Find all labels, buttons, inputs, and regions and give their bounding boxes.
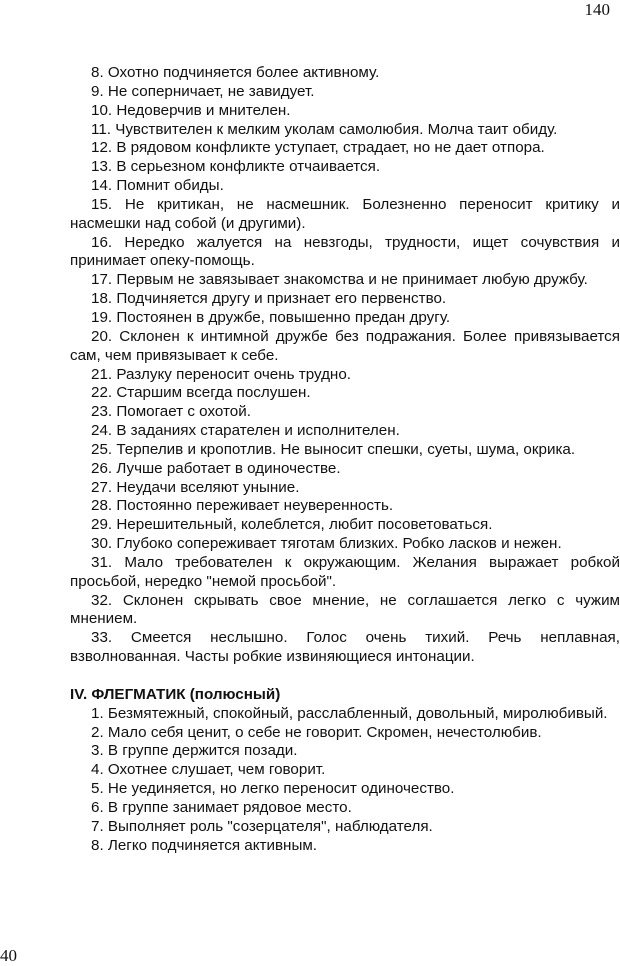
page-number-top: 140 bbox=[584, 0, 610, 19]
list-item: 13. В серьезном конфликте отчаивается. bbox=[91, 158, 381, 176]
list-item: 1. Безмятежный, спокойный, расслабленный, довольный, миролюбивый. bbox=[91, 704, 608, 722]
list-item: 24. В заданиях старателен и исполнителен. bbox=[91, 422, 400, 440]
list-item: 10. Недоверчив и мнителен. bbox=[91, 101, 291, 119]
list-item: 32. Склонен скрывать свое мнение, не соглашается легко с чужим мнением. bbox=[70, 591, 620, 628]
list-item: 17. Первым не завязывает знакомства и не принимает любую дружбу. bbox=[91, 271, 588, 289]
list-item: 19. Постоянен в дружбе, повышенно предан другу. bbox=[91, 308, 451, 326]
list-item: 27. Неудачи вселяют уныние. bbox=[91, 478, 300, 496]
section-spacer bbox=[70, 667, 620, 686]
list-item: 20. Склонен к интимной дружбе без подражания. Более привязывается сам, чем привязывает к себе. bbox=[70, 327, 620, 364]
list-item: 28. Постоянно переживает неуверенность. bbox=[91, 497, 394, 515]
list-item: 14. Помнит обиды. bbox=[91, 177, 224, 195]
list-item: 7. Выполняет роль "созерцателя", наблюдателя. bbox=[91, 817, 433, 835]
page-body bbox=[70, 64, 620, 855]
section-heading: IV. ФЛЕГМАТИК (полюсный) bbox=[70, 685, 281, 703]
list-item: 6. В группе занимает рядовое место. bbox=[91, 798, 352, 816]
list-item: 33. Смеется неслышно. Голос очень тихий. Речь неплавная, взволнованная. Часты робкие извиняющиеся интонации. bbox=[70, 629, 620, 666]
list-item: 23. Помогает с охотой. bbox=[91, 403, 251, 421]
list-item: 29. Нерешительный, колеблется, любит посоветоваться. bbox=[91, 516, 493, 534]
list-item: 2. Мало себя ценит, о себе не говорит. Скромен, нечестолюбив. bbox=[91, 723, 542, 741]
list-item: 25. Терпелив и кропотлив. Не выносит спешки, суеты, шума, окрика. bbox=[91, 440, 576, 458]
list-item: 8. Охотно подчиняется более активному. bbox=[91, 64, 380, 81]
list-item: 21. Разлуку переносит очень трудно. bbox=[91, 365, 351, 383]
page-number-bottom: 40 bbox=[0, 946, 17, 965]
list-item: 16. Нередко жалуется на невзгоды, трудности, ищет сочувствия и принимает опеку-помощь. bbox=[70, 233, 620, 270]
list-item: 30. Глубоко сопереживает тяготам близких. Робко ласков и нежен. bbox=[91, 535, 562, 553]
list-item: 11. Чувствителен к мелким уколам самолюбия. Молча таит обиду. bbox=[91, 120, 558, 138]
list-item: 26. Лучше работает в одиночестве. bbox=[91, 459, 341, 477]
list-item: 5. Не уединяется, но легко переносит одиночество. bbox=[91, 780, 455, 798]
list-item: 12. В рядовом конфликте уступает, страдает, но не дает отпора. bbox=[91, 139, 545, 157]
list-item: 3. В группе держится позади. bbox=[91, 742, 298, 760]
list-item: 15. Не критикан, не насмешник. Болезненно переносит критику и насмешки над собой (и другими). bbox=[70, 195, 620, 232]
list-item: 31. Мало требователен к окружающим. Желания выражает робкой просьбой, нередко "немой просьбой". bbox=[70, 553, 620, 590]
list-item: 4. Охотнее слушает, чем говорит. bbox=[91, 761, 326, 779]
list-item: 9. Не соперничает, не завидует. bbox=[91, 82, 315, 100]
section-item-list bbox=[70, 705, 620, 856]
list-item: 8. Легко подчиняется активным. bbox=[91, 836, 318, 854]
item-list-continued bbox=[70, 64, 620, 667]
list-item: 22. Старшим всегда послушен. bbox=[91, 384, 311, 402]
list-item: 18. Подчиняется другу и признает его первенство. bbox=[91, 290, 447, 308]
